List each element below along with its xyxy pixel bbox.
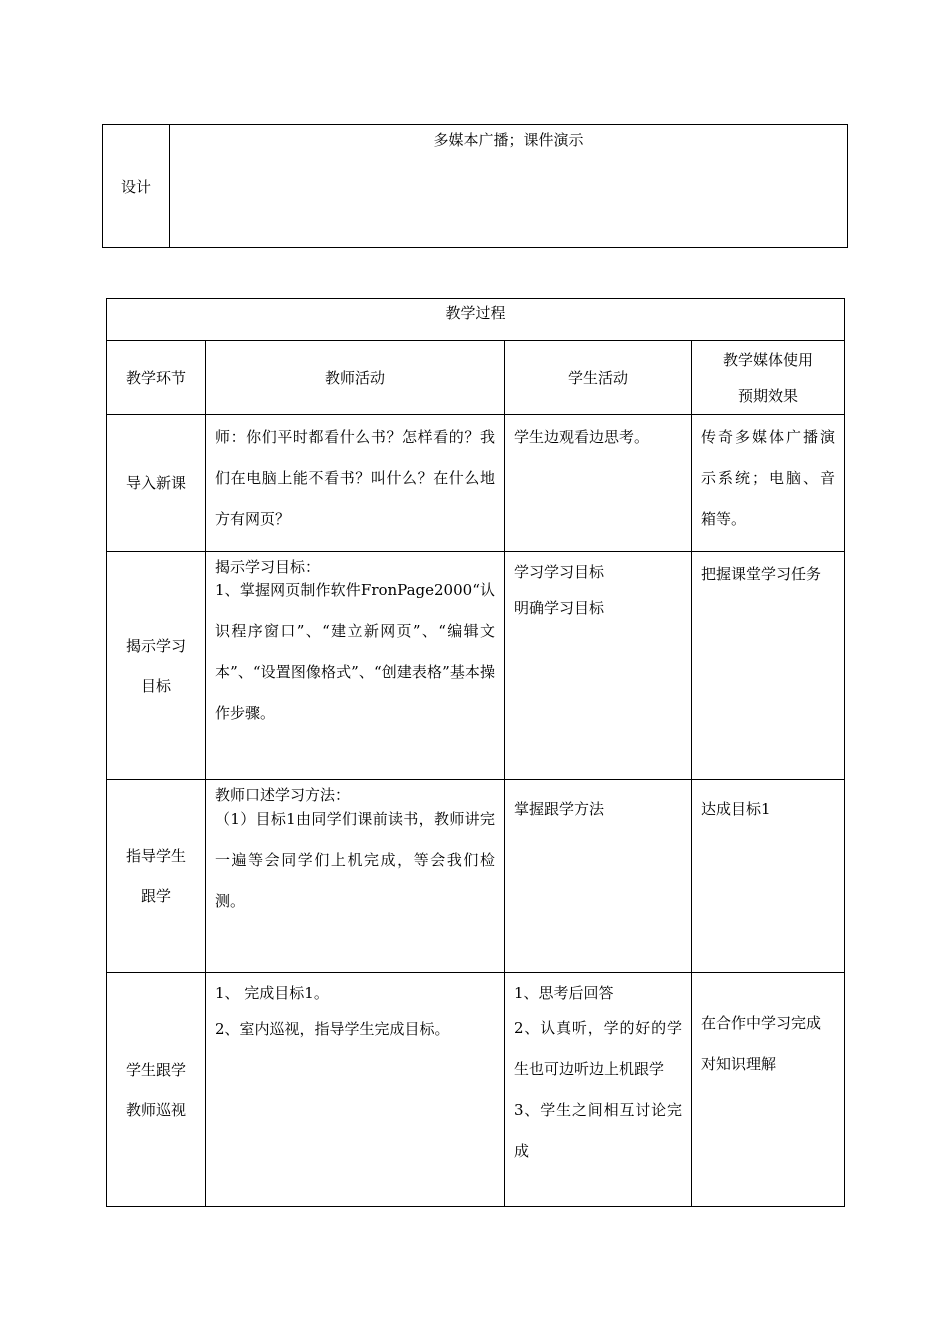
stage-line: 目标 xyxy=(140,676,171,695)
header-student: 学生活动 xyxy=(505,341,692,415)
teacher-cell xyxy=(206,552,505,780)
process-table xyxy=(106,298,845,1207)
student-cell: 学生边观看边思考。 xyxy=(505,415,692,552)
media-cell: 传奇多媒体广播演示系统；电脑、音箱等。 xyxy=(692,415,845,552)
process-title: 教学过程 xyxy=(107,299,845,341)
header-teacher: 教师活动 xyxy=(206,341,505,415)
teacher-cell xyxy=(206,973,505,1207)
student-cell xyxy=(505,973,692,1207)
stage-cell xyxy=(107,973,206,1207)
teacher-cell xyxy=(206,780,505,973)
student-line: 2、认真听，学的好的学生也可边听边上机跟学 xyxy=(514,1019,682,1078)
stage-line: 学生跟学 xyxy=(125,1060,186,1079)
teacher-line: 1、 完成目标1。 xyxy=(215,984,329,1002)
design-text: 多媒本广播；课件演示 xyxy=(170,125,848,248)
student-line: 3、学生之间相互讨论完成 xyxy=(514,1101,682,1160)
student-cell xyxy=(505,552,692,780)
student-line: 明确学习目标 xyxy=(514,599,605,617)
header-media-line1: 教学媒体使用 xyxy=(723,350,814,369)
table-row xyxy=(107,780,845,973)
header-stage: 教学环节 xyxy=(107,341,206,415)
header-media-line2: 预期效果 xyxy=(738,386,799,405)
header-media xyxy=(692,341,845,415)
media-cell: 在合作中学习完成对知识理解 xyxy=(692,973,845,1207)
teacher-line: 教师口述学习方法： xyxy=(215,786,351,804)
teacher-cell: 师：你们平时都看什么书？怎样看的？我们在电脑上能不看书？叫什么？在什么地方有网页？ xyxy=(206,415,505,552)
media-cell: 达成目标1 xyxy=(692,780,845,973)
stage-line: 教师巡视 xyxy=(125,1100,186,1119)
table-row xyxy=(107,552,845,780)
student-line: 学习学习目标 xyxy=(514,563,605,581)
table-row xyxy=(107,973,845,1207)
stage-line: 指导学生 xyxy=(125,847,186,865)
stage-cell: 导入新课 xyxy=(107,415,206,552)
student-cell: 掌握跟学方法 xyxy=(505,780,692,973)
design-label: 设计 xyxy=(103,125,170,248)
stage-cell xyxy=(107,552,206,780)
stage-line: 跟学 xyxy=(140,887,171,905)
media-cell: 把握课堂学习任务 xyxy=(692,552,845,780)
teacher-line: 1、掌握网页制作软件FronPage2000“认识程序窗口”、“建立新网页”、“编辑文本”、“设置图像格式”、“创建表格”基本操作步骤。 xyxy=(215,581,495,722)
stage-cell xyxy=(107,780,206,973)
table-row xyxy=(107,415,845,552)
teacher-line: （1）目标1由同学们课前读书，教师讲完一遍等会同学们上机完成，等会我们检测。 xyxy=(215,810,495,910)
teacher-line: 2、室内巡视，指导学生完成目标。 xyxy=(215,1020,450,1038)
design-table xyxy=(102,124,848,248)
teacher-line: 揭示学习目标： xyxy=(215,558,321,576)
student-line: 1、思考后回答 xyxy=(514,984,614,1002)
stage-line: 揭示学习 xyxy=(125,636,186,655)
